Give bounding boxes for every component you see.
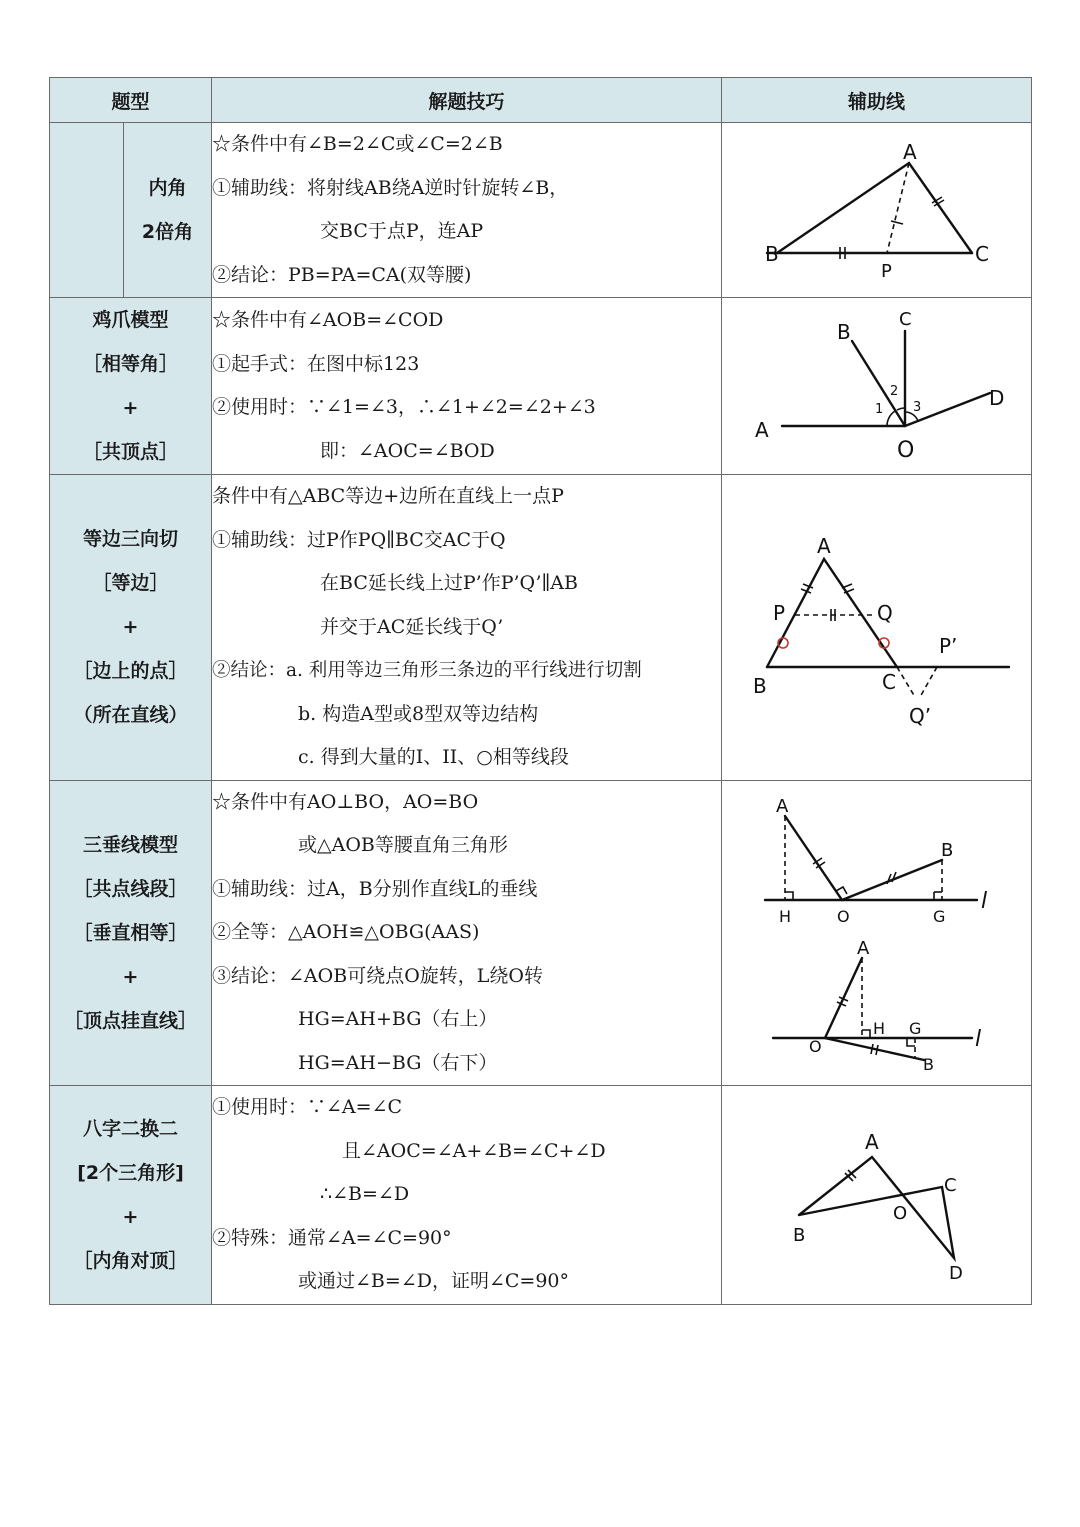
type-line: ［等边］ <box>92 572 169 595</box>
tick-mark <box>891 221 903 224</box>
label-O: O <box>836 906 850 926</box>
tick-mark <box>887 874 891 884</box>
row-double-angle <box>50 123 1032 298</box>
technique-line: 或通过∠B=∠D，证明∠C=90° <box>298 1270 570 1292</box>
header-row <box>50 78 1032 123</box>
strategy-table <box>49 77 1032 1305</box>
technique-line: ①使用时：∵∠A=∠C <box>212 1096 403 1118</box>
type-line: ［共顶点］ <box>83 441 179 463</box>
label-C: C <box>943 1174 957 1196</box>
tick-mark <box>871 1044 873 1054</box>
tick-mark <box>892 872 896 882</box>
type-line: 鸡爪模型 <box>92 309 169 331</box>
technique-line: ②全等：△AOH≌△OBG(AAS) <box>212 921 480 943</box>
technique-line: HG=AH+BG（右上） <box>298 1008 498 1030</box>
label-D: D <box>988 386 1004 410</box>
technique-line: ☆条件中有∠AOB=∠COD <box>212 309 444 331</box>
type-line: + <box>122 397 139 419</box>
type-line: [2个三角形] <box>77 1161 184 1184</box>
label-P: P <box>772 601 785 626</box>
technique-line: ②结论：PB=PA=CA(双等腰) <box>212 263 472 286</box>
type-cell <box>50 780 212 1086</box>
technique-line: ②使用时：∵∠1=∠3，∴∠1+∠2=∠2+∠3 <box>212 396 596 418</box>
type-line: ［内角对顶］ <box>73 1249 188 1272</box>
technique-line: 或△AOB等腰直角三角形 <box>298 834 508 856</box>
header-type: 题型 <box>50 78 212 123</box>
label-H: H <box>778 906 791 926</box>
row-figure-eight <box>50 1086 1032 1305</box>
type-line: ［边上的点］ <box>73 660 188 683</box>
label-G: G <box>932 906 945 926</box>
figure-eight-lines <box>799 1157 954 1258</box>
type-line: + <box>122 1205 139 1228</box>
label-B: B <box>764 242 779 266</box>
label-A: A <box>864 1129 879 1154</box>
figure-cell <box>722 298 1032 475</box>
label-G: G <box>908 1018 921 1038</box>
label-A: A <box>902 140 917 164</box>
type-line: + <box>122 616 139 639</box>
technique-line: ☆条件中有AO⊥BO，AO=BO <box>212 790 479 813</box>
header-auxiliary: 辅助线 <box>722 78 1032 123</box>
technique-cell <box>212 1086 722 1305</box>
label-O: O <box>808 1036 822 1056</box>
label-H: H <box>872 1018 885 1038</box>
label-A: A <box>816 534 831 559</box>
figure-cell <box>722 1086 1032 1305</box>
technique-line: 条件中有△ABC等边+边所在直线上一点P <box>212 485 564 507</box>
type-line: （所在直线） <box>73 704 188 727</box>
label-O: O <box>892 1202 907 1224</box>
type-line: 等边三向切 <box>83 528 179 551</box>
angle-arc <box>897 408 905 410</box>
type-line: 三垂线模型 <box>83 833 179 856</box>
row-three-perpendicular <box>50 780 1032 1086</box>
technique-line: ①辅助线：过A，B分别作直线L的垂线 <box>212 877 538 900</box>
technique-line: b. 构造A型或8型双等边结构 <box>298 702 539 725</box>
technique-line: c. 得到大量的I、II、○相等线段 <box>298 746 569 768</box>
label-Q: Q <box>876 601 893 626</box>
technique-line: ∴∠B=∠D <box>320 1183 410 1205</box>
p2q2-dashed <box>920 667 937 697</box>
type-line: ［垂直相等］ <box>73 921 188 944</box>
label-C: C <box>881 670 896 695</box>
type-line: 2倍角 <box>141 221 194 243</box>
tick-mark <box>876 1045 878 1055</box>
type-line: ［相等角］ <box>83 353 179 375</box>
angle-arc <box>887 411 895 426</box>
triangle-sides <box>777 163 972 253</box>
type-line: + <box>122 965 139 988</box>
label-P-prime: P’ <box>938 634 957 659</box>
label-A: A <box>775 795 788 817</box>
type-cell <box>50 1086 212 1305</box>
label-B: B <box>940 839 953 861</box>
row-chicken-claw <box>50 298 1032 475</box>
header-technique: 解题技巧 <box>212 78 722 123</box>
label-P: P <box>880 261 892 282</box>
type-line: 八字二换二 <box>83 1117 179 1140</box>
type-line: ［共点线段］ <box>73 877 188 900</box>
technique-line: ②结论：a. 利用等边三角形三条边的平行线进行切割 <box>212 660 642 681</box>
double-angle-figure <box>727 125 1027 295</box>
technique-line: ①辅助线：过P作PQ∥BC交AC于Q <box>212 528 506 551</box>
angle-label-3: 3 <box>912 400 921 415</box>
technique-line: ☆条件中有∠B=2∠C或∠C=2∠B <box>212 133 503 155</box>
type-cell <box>124 123 212 298</box>
label-B: B <box>752 674 767 699</box>
label-Q-prime: Q’ <box>908 704 931 729</box>
label-B: B <box>836 320 851 344</box>
type-line: ［顶点挂直线］ <box>64 1009 198 1032</box>
chicken-claw-figure <box>727 301 1027 471</box>
technique-line: ③结论：∠AOB可绕点O旋转，L绕O转 <box>212 964 543 987</box>
type-cell <box>50 298 212 475</box>
label-C: C <box>974 242 989 266</box>
technique-cell <box>212 780 722 1086</box>
technique-line: 交BC于点P，连AP <box>320 220 484 242</box>
angle-label-1: 1 <box>874 402 883 417</box>
right-angle-mark <box>785 892 793 900</box>
equilateral-figure <box>727 497 1027 757</box>
technique-line: ①起手式：在图中标123 <box>212 352 420 375</box>
technique-cell <box>212 475 722 781</box>
type-blank-cell <box>50 123 124 298</box>
label-B: B <box>922 1054 934 1074</box>
technique-line: 在BC延长线上过P’作P’Q’∥AB <box>320 572 578 594</box>
segments-AOB <box>785 816 942 900</box>
label-D: D <box>948 1262 963 1284</box>
figure-cell <box>722 123 1032 298</box>
label-B: B <box>792 1224 805 1246</box>
label-C: C <box>898 309 912 330</box>
technique-line: HG=AH−BG（右下） <box>298 1051 498 1074</box>
label-O: O <box>896 438 914 463</box>
technique-line: ②特殊：通常∠A=∠C=90° <box>212 1226 452 1249</box>
label-A: A <box>754 418 769 442</box>
technique-line: ①辅助线：将射线AB绕A逆时针旋转∠B， <box>212 176 569 199</box>
technique-line: 并交于AC延长线于Q’ <box>320 615 504 638</box>
figure-cell <box>722 780 1032 1086</box>
technique-cell <box>212 123 722 298</box>
figure-cell <box>722 475 1032 781</box>
segments-AOB-lower <box>825 958 924 1060</box>
three-perpendicular-figure <box>727 788 1027 1078</box>
ac-extended <box>897 667 915 697</box>
figure-eight-figure <box>727 1095 1027 1295</box>
row-equilateral-cut <box>50 475 1032 781</box>
angle-label-2: 2 <box>889 384 898 399</box>
technique-line: 且∠AOC=∠A+∠B=∠C+∠D <box>342 1139 606 1162</box>
type-cell <box>50 475 212 781</box>
label-l: l <box>980 888 987 914</box>
label-A: A <box>856 937 869 959</box>
type-line: 内角 <box>148 177 187 199</box>
technique-cell <box>212 298 722 475</box>
technique-line: 即：∠AOC=∠BOD <box>320 439 495 462</box>
label-l: l <box>974 1026 981 1052</box>
